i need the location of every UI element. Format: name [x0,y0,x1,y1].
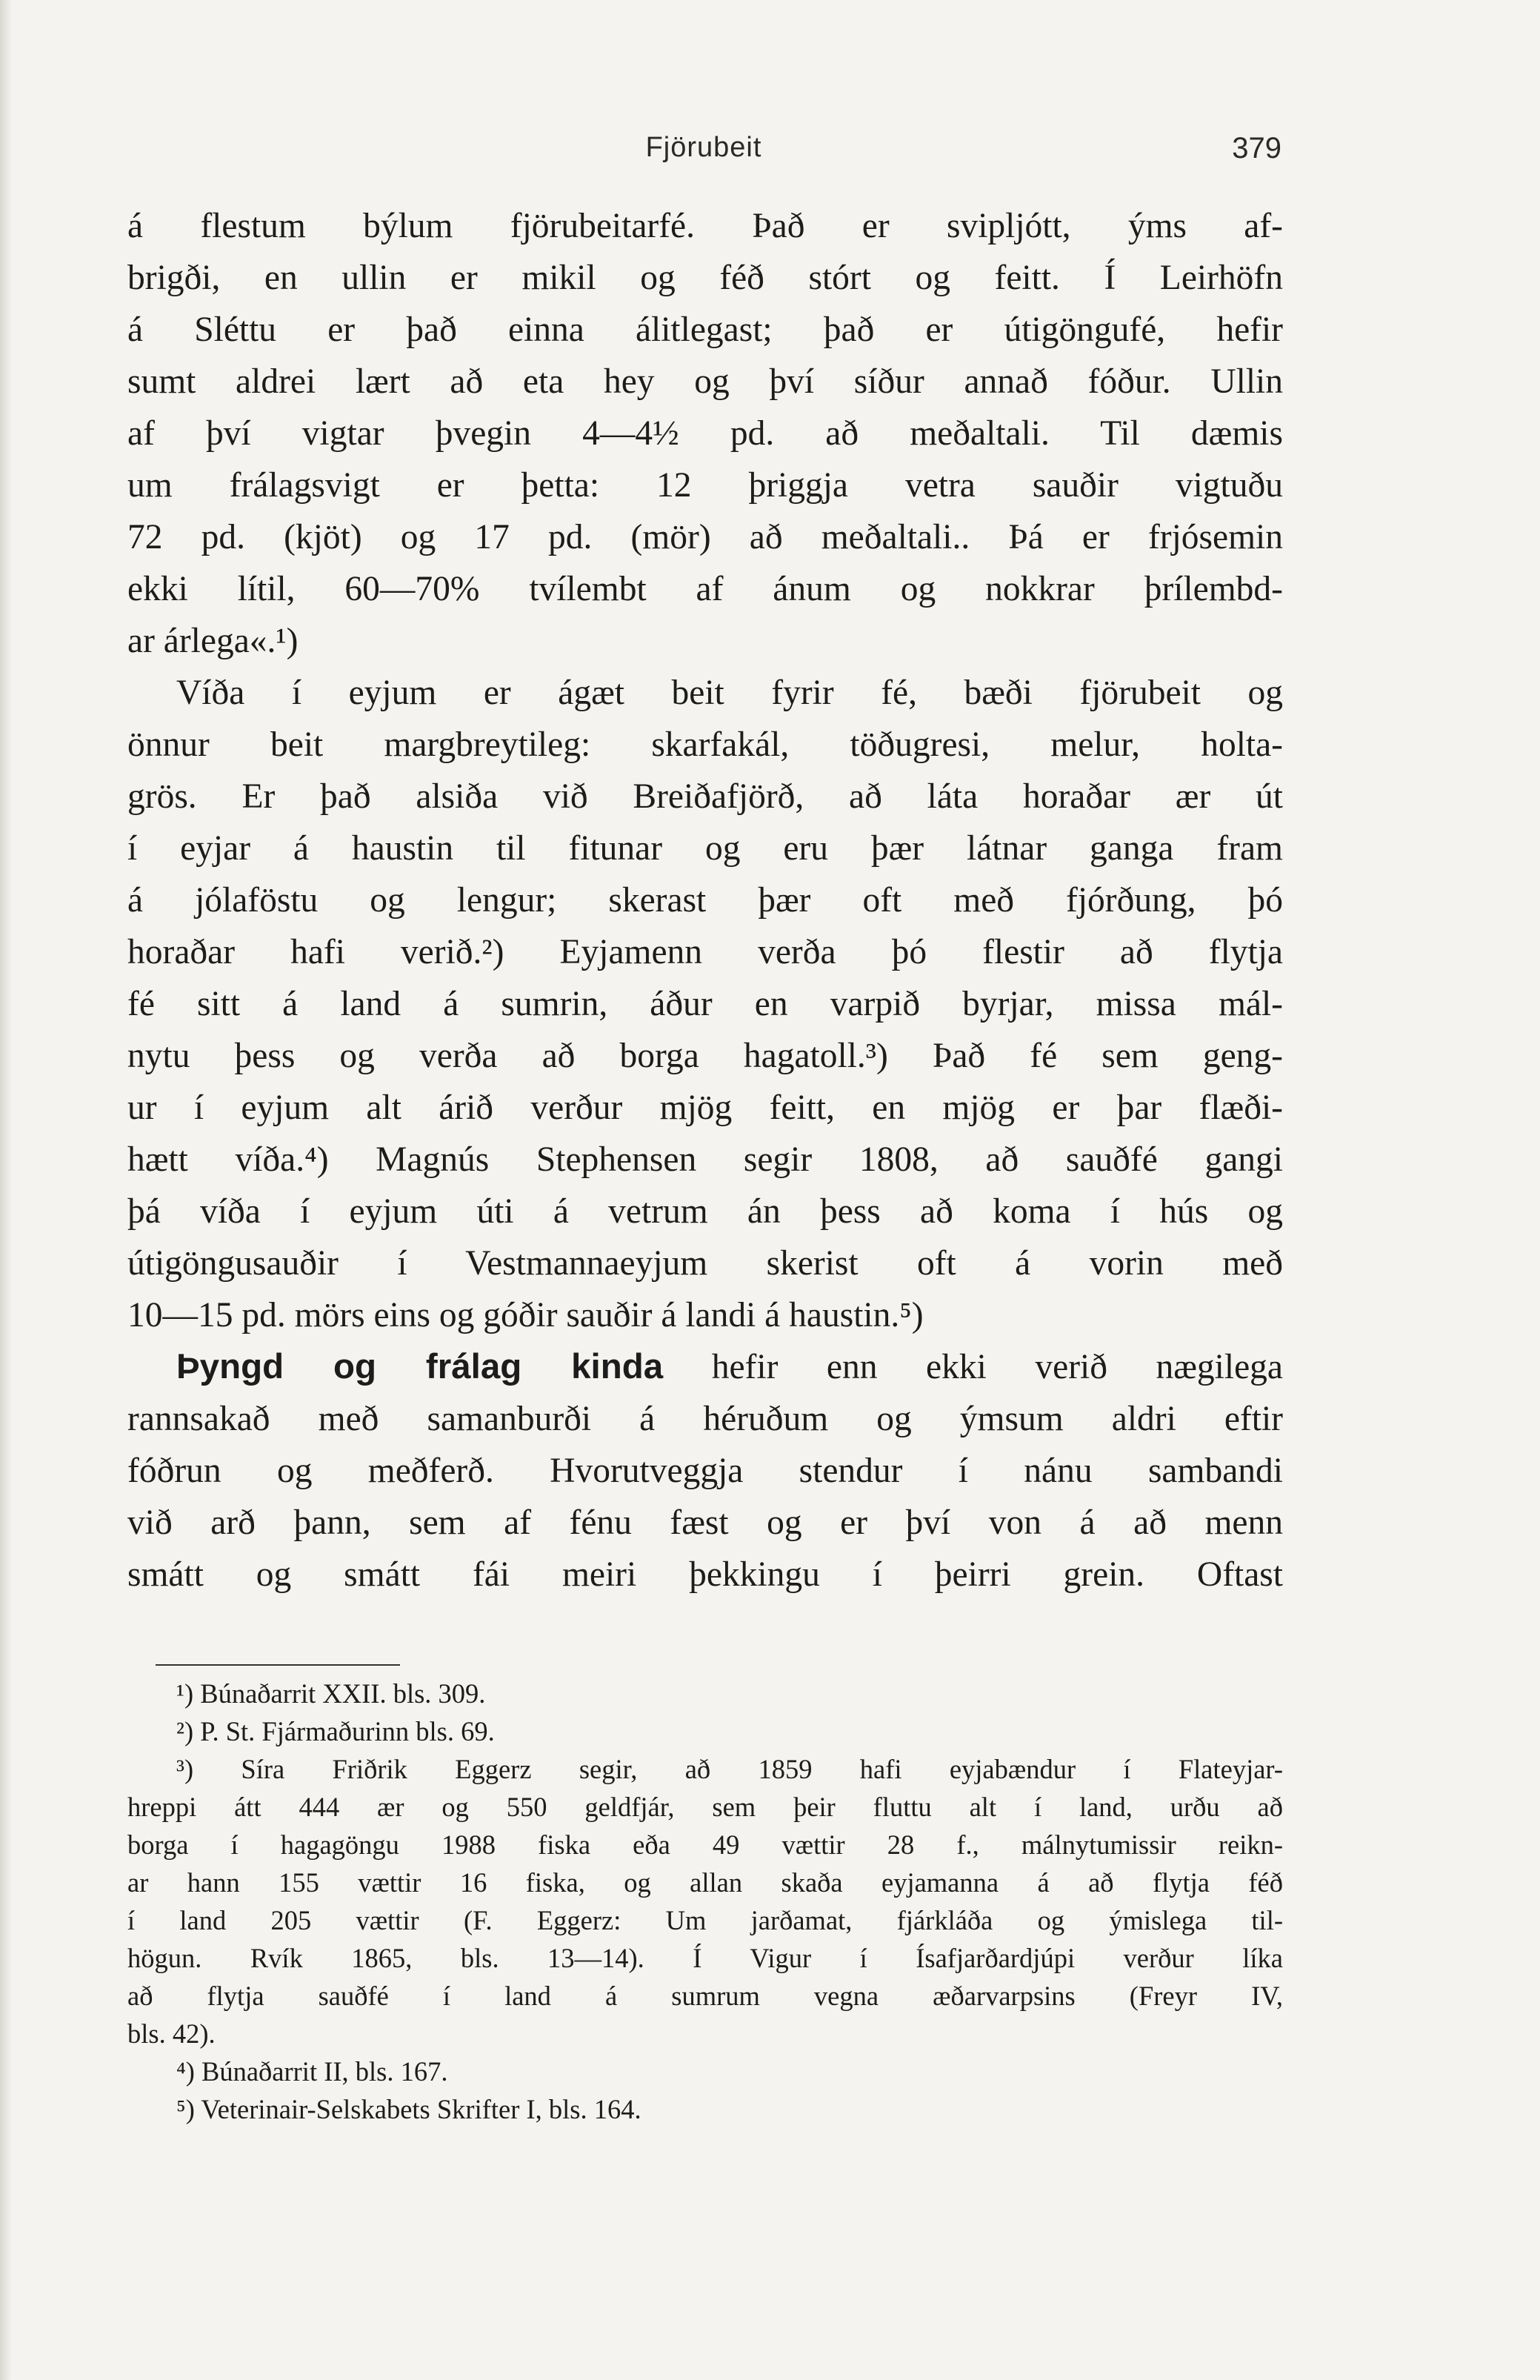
text-line: horaðar hafi verið.²) Eyjamenn verða þó flestir að flytja [127,933,1283,971]
text-line: Víða í eyjum er ágæt beit fyrir fé, bæði fjörubeit og [176,674,1283,712]
text-line: á Sléttu er það einna álitlegast; það er útigöngufé, hefir [127,310,1283,349]
text-line: um frálagsvigt er þetta: 12 þriggja vetra sauðir vigtuðu [127,466,1283,505]
text-line: í eyjar á haustin til fitunar og eru þær látnar ganga fram [127,829,1283,868]
running-title: Fjörubeit [645,132,762,163]
footnote-line: ¹) Búnaðarrit XXII. bls. 309. [176,1678,486,1709]
footnote-line: högun. Rvík 1865, bls. 13—14). Í Vigur í Ísafjarðardjúpi verður líka [127,1943,1283,1973]
page-header [126,132,1281,176]
text-line: fé sitt á land á sumrin, áður en varpið byrjar, missa mál- [127,985,1283,1023]
footnote-line: hreppi átt 444 ær og 550 geldfjár, sem þeir fluttu alt í land, urðu að [127,1792,1283,1822]
section-first-line-rest: hefir enn ekki verið nægilega [711,1348,1283,1386]
page-binding-edge [0,0,12,2380]
footnote-line: að flytja sauðfé í land á sumrum vegna æðarvarpsins (Freyr IV, [127,1981,1283,2011]
page-number: 379 [1232,132,1281,164]
footnote-line: ar hann 155 vættir 16 fiska, og allan skaða eyjamanna á að flytja féð [127,1867,1283,1898]
footnote-line: borga í hagagöngu 1988 fiska eða 49 vættir 28 f., málnytumissir reikn- [127,1829,1283,1860]
text-line: sumt aldrei lært að eta hey og því síður annað fóður. Ullin [127,362,1283,401]
footnote-rule [156,1664,400,1666]
text-line: á jólaföstu og lengur; skerast þær oft með fjórðung, þó [127,881,1283,920]
body-text [127,200,1283,1600]
text-line: 72 pd. (kjöt) og 17 pd. (mör) að meðaltali.. Þá er frjósemin [127,518,1283,556]
text-line: 10—15 pd. mörs eins og góðir sauðir á landi á haustin.⁵) [127,1296,924,1334]
text-line: rannsakað með samanburði á héruðum og ýmsum aldri eftir [127,1400,1283,1438]
text-line: grös. Er það alsiða við Breiðafjörð, að láta horaðar ær út [127,777,1283,816]
text-line: þá víða í eyjum úti á vetrum án þess að koma í hús og [127,1192,1283,1231]
text-line: á flestum býlum fjörubeitarfé. Það er svipljótt, ýms af- [127,207,1283,245]
text-line: af því vigtar þvegin 4—4½ pd. að meðaltali. Til dæmis [127,414,1283,453]
text-line: útigöngusauðir í Vestmannaeyjum skerist oft á vorin með [127,1244,1283,1283]
footnote-line: bls. 42). [127,2018,216,2049]
footnotes [127,1675,1283,2128]
text-line: ekki lítil, 60—70% tvílembt af ánum og nokkrar þrílembd- [127,570,1283,608]
footnote-line: ²) P. St. Fjármaðurinn bls. 69. [176,1716,495,1746]
section-first-line [127,1341,1283,1393]
text-line: brigði, en ullin er mikil og féð stórt og feitt. Í Leirhöfn [127,259,1283,297]
text-line: við arð þann, sem af fénu fæst og er því von á að menn [127,1503,1283,1542]
text-line: nytu þess og verða að borga hagatoll.³) Það fé sem geng- [127,1037,1283,1075]
text-line: önnur beit margbreytileg: skarfakál, töðugresi, melur, holta- [127,725,1283,764]
text-line: hætt víða.⁴) Magnús Stephensen segir 1808, að sauðfé gangi [127,1140,1283,1179]
text-line: smátt og smátt fái meiri þekkingu í þeirri grein. Oftast [127,1555,1283,1594]
text-line: fóðrun og meðferð. Hvorutveggja stendur í nánu sambandi [127,1452,1283,1490]
section-heading: Þyngd og frálag kinda [176,1347,664,1386]
footnote-line: ⁵) Veterinair-Selskabets Skrifter I, bls. 164. [176,2094,641,2124]
text-line: ur í eyjum alt árið verður mjög feitt, en mjög er þar flæði- [127,1088,1283,1127]
footnote-line: ³) Síra Friðrik Eggerz segir, að 1859 hafi eyjabændur í Flateyjar- [176,1754,1283,1784]
footnote-line: ⁴) Búnaðarrit II, bls. 167. [176,2056,448,2087]
text-line: ar árlega«.¹) [127,622,299,660]
footnote-line: í land 205 vættir (F. Eggerz: Um jarðamat, fjárkláða og ýmislega til- [127,1905,1283,1935]
